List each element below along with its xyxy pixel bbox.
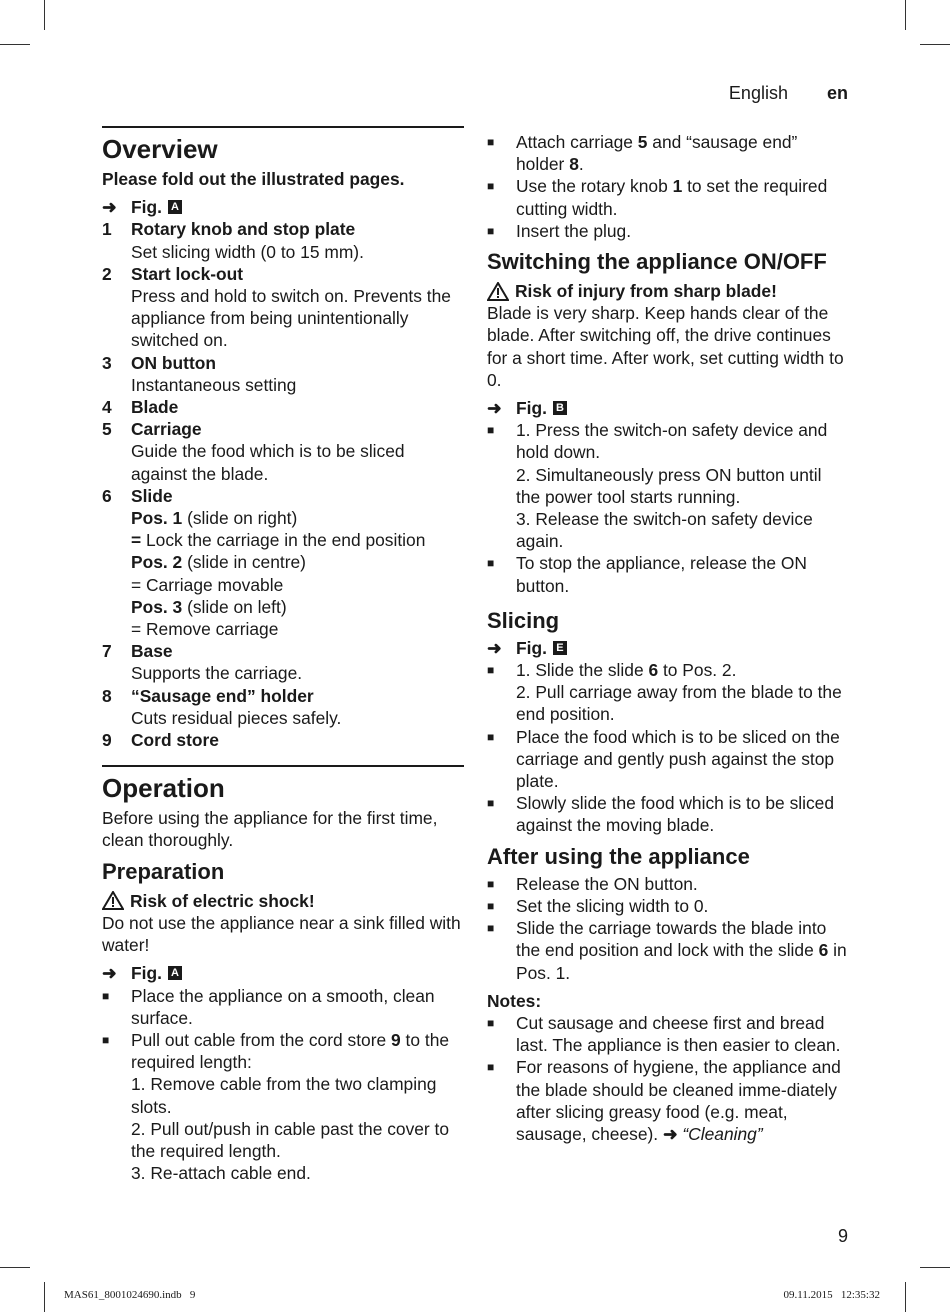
item-description: Instantaneous setting: [131, 374, 297, 395]
bullet-text: Place the food which is to be sliced on the carriage and gently push against the stop plate.: [516, 726, 840, 792]
effect-text: Carriage movable: [141, 574, 284, 595]
equals-sign: =: [131, 619, 142, 640]
position-effect: [131, 618, 425, 640]
list-item: [487, 917, 849, 984]
item-description: Guide the food which is to be sliced against the blade.: [131, 441, 405, 484]
item-description: Cuts residual pieces safely.: [131, 707, 342, 728]
bullet-text: Cut sausage and cheese first and bread last. The appliance is then easier to clean.: [516, 1012, 841, 1056]
fig-reference: [487, 397, 849, 419]
item-number: 2: [102, 263, 112, 284]
arrow-right-icon: ➜: [487, 398, 502, 419]
item-title: “Sausage end” holder: [131, 685, 314, 706]
list-item: [487, 873, 849, 895]
bullet-text: Set the slicing width to 0.: [516, 895, 709, 916]
step: 2. Pull out/push in cable past the cover to the required length.: [131, 1118, 450, 1161]
slide-position: [131, 551, 425, 573]
list-item: [487, 1056, 849, 1145]
item-title: ON button: [131, 352, 216, 373]
warning-title: Risk of electric shock!: [130, 890, 315, 911]
bullet-text: To stop the appliance, release the ON button.: [516, 553, 807, 596]
crop-mark: [905, 1282, 906, 1312]
list-item: [102, 485, 464, 640]
warning-triangle-icon: [102, 891, 124, 910]
bullet-text: and “sausage end” holder: [516, 132, 798, 175]
crop-mark: [0, 44, 30, 45]
bullet-square-icon: ■: [102, 988, 110, 1003]
item-number: 3: [102, 352, 112, 373]
crop-mark: [920, 1267, 950, 1268]
item-title: Start lock-out: [131, 263, 244, 284]
language-label: English: [728, 83, 788, 103]
item-number: 6: [648, 660, 659, 681]
warning-triangle-icon: [487, 282, 509, 301]
fig-letter-box: B: [553, 401, 567, 415]
arrow-right-icon: ➜: [102, 197, 117, 218]
item-number: 5: [102, 419, 112, 440]
bullet-text: Place the appliance on a smooth, clean surface.: [131, 985, 435, 1028]
right-column: [487, 131, 849, 1145]
overview-list: [102, 218, 464, 751]
list-item: [487, 792, 849, 836]
item-number: 8: [569, 154, 579, 175]
equals-sign: =: [131, 530, 142, 551]
step: 3. Re-attach cable end.: [131, 1163, 311, 1184]
list-item: [102, 218, 464, 262]
warning-text: Blade is very sharp. Keep hands clear of the blade. After switching off, the drive continues for a short time. After work, set cutting width to 0.: [487, 303, 844, 390]
fig-reference: [102, 962, 464, 984]
list-item: [102, 1029, 464, 1184]
bullet-square-icon: ■: [487, 876, 495, 891]
footer-datetime: 09.11.2015 12:35:32: [783, 1289, 880, 1301]
item-title: Base: [131, 641, 173, 662]
crop-mark: [905, 0, 906, 30]
fig-letter-box: A: [168, 966, 182, 980]
list-item: [487, 895, 849, 917]
after-use-heading: After using the appliance: [487, 843, 750, 869]
bullet-square-icon: ■: [487, 663, 495, 678]
fig-label: Fig.: [131, 197, 162, 218]
bullet-text: Use the rotary knob: [516, 176, 673, 197]
bullet-text: Insert the plug.: [516, 220, 632, 241]
language-code: en: [826, 83, 848, 103]
crop-mark: [0, 1267, 30, 1268]
item-description: Supports the carriage.: [131, 663, 303, 684]
footer-file: MAS61_8001024690.indb 9: [64, 1289, 196, 1301]
bullet-text: in Pos. 1.: [516, 940, 847, 983]
step: 2. Simultaneously press ON button until the power tool starts running.: [516, 464, 822, 507]
item-title: Rotary knob and stop plate: [131, 219, 356, 240]
bullet-text: Release the ON button.: [516, 873, 698, 894]
bullet-text: Slowly slide the food which is to be sliced against the moving blade.: [516, 793, 835, 836]
bullet-square-icon: ■: [487, 423, 495, 438]
equals-sign: =: [131, 574, 142, 595]
list-item: [102, 418, 464, 485]
list-item: [487, 1012, 849, 1056]
bullet-text: 1. Slide the slide: [516, 660, 649, 681]
bullet-text: to the required length:: [131, 1029, 450, 1073]
item-number: 5: [637, 132, 648, 152]
effect-text: Lock the carriage in the end position: [141, 530, 426, 551]
warning-title: Risk of injury from sharp blade!: [515, 281, 777, 302]
bullet-square-icon: ■: [487, 223, 495, 238]
item-number: 1: [672, 176, 683, 197]
bullet-square-icon: ■: [487, 135, 495, 149]
page-number: 9: [837, 1226, 848, 1246]
position-label: Pos. 1: [131, 508, 183, 529]
item-description: Set slicing width (0 to 15 mm).: [131, 241, 364, 262]
item-number: 9: [391, 1029, 401, 1050]
item-number: 1: [102, 219, 112, 240]
list-item: [102, 640, 464, 684]
position-effect: [131, 574, 425, 596]
item-number: 6: [818, 940, 829, 961]
bullet-text: For reasons of hygiene, the appliance and the blade should be cleaned imme-diately after slicing greasy food (e.g. meat, sausage, cheese).: [516, 1057, 841, 1144]
list-item: [487, 220, 849, 242]
list-item: [487, 131, 849, 175]
left-column: [102, 126, 464, 1184]
position-desc: (slide on left): [182, 596, 287, 617]
arrow-right-icon: ➜: [487, 637, 502, 658]
warning-text: Do not use the appliance near a sink filled with water!: [102, 912, 461, 956]
bullet-square-icon: ■: [487, 1060, 495, 1075]
list-item: [102, 352, 464, 396]
step: 2. Pull carriage away from the blade to the end position.: [516, 682, 842, 725]
bullet-text: to Pos. 2.: [658, 660, 737, 681]
position-desc: (slide on right): [182, 508, 298, 529]
bullet-text: to set the required cutting width.: [516, 176, 828, 219]
bullet-text: Attach carriage: [516, 132, 638, 152]
bullet-square-icon: ■: [487, 179, 495, 194]
arrow-right-icon: ➜: [662, 1123, 678, 1144]
list-item: [102, 729, 464, 751]
slicing-heading: Slicing: [487, 607, 560, 633]
bullet-square-icon: ■: [487, 898, 495, 913]
arrow-right-icon: ➜: [102, 963, 117, 984]
step: 1. Remove cable from the two clamping slots.: [131, 1074, 437, 1117]
bullet-square-icon: ■: [487, 796, 495, 811]
effect-text: Remove carriage: [141, 619, 279, 640]
item-title: Carriage: [131, 419, 202, 440]
position-desc: (slide in centre): [182, 552, 306, 573]
list-item: [102, 685, 464, 729]
crop-mark: [920, 44, 950, 45]
list-item: [102, 396, 464, 418]
bullet-text: Pull out cable from the cord store: [131, 1029, 392, 1050]
overview-heading: Overview: [102, 134, 218, 164]
fig-reference: [487, 637, 849, 659]
list-item: [102, 985, 464, 1029]
switching-heading: Switching the appliance ON/OFF: [487, 249, 827, 275]
item-number: 9: [102, 730, 112, 751]
step: 3. Release the switch-on safety device again.: [516, 509, 813, 552]
operation-heading: Operation: [102, 773, 225, 804]
bullet-square-icon: ■: [487, 921, 495, 936]
fig-letter-box: E: [553, 641, 567, 655]
fig-label: Fig.: [516, 398, 547, 419]
crop-mark: [44, 0, 45, 30]
cross-reference: “Cleaning”: [682, 1123, 763, 1144]
step: 1. Press the switch-on safety device and hold down.: [516, 420, 828, 463]
list-item: [487, 659, 849, 726]
list-item: [487, 726, 849, 793]
fig-letter-box: A: [168, 200, 182, 214]
notes-heading: Notes:: [487, 990, 542, 1011]
fig-label: Fig.: [516, 637, 547, 658]
fold-note: Please fold out the illustrated pages.: [102, 169, 405, 189]
bullet-text: Slide the carriage towards the blade into the end position and lock with the slide: [516, 918, 827, 961]
list-item: [102, 263, 464, 352]
bullet-square-icon: ■: [487, 556, 495, 571]
position-effect: [131, 529, 425, 551]
item-title: Blade: [131, 397, 179, 418]
list-item: [487, 552, 849, 596]
item-description: Press and hold to switch on. Prevents the appliance from being unintentionally switched on.: [131, 286, 451, 351]
bullet-square-icon: ■: [102, 1032, 110, 1047]
slide-position: [131, 507, 425, 529]
item-number: 6: [102, 485, 112, 506]
bullet-square-icon: ■: [487, 729, 495, 744]
bullet-square-icon: ■: [487, 1015, 495, 1030]
position-label: Pos. 2: [131, 552, 183, 573]
list-item: [487, 175, 849, 219]
item-number: 4: [102, 397, 112, 418]
page-header: [729, 83, 848, 104]
warning: [487, 280, 849, 302]
list-item: [487, 419, 849, 552]
bullet-text: .: [578, 154, 584, 175]
position-label: Pos. 3: [131, 596, 183, 617]
fig-reference: [102, 196, 464, 218]
fig-label: Fig.: [131, 963, 162, 984]
warning: [102, 890, 464, 912]
preparation-heading: Preparation: [102, 858, 225, 884]
operation-intro: Before using the appliance for the first time, clean thoroughly.: [102, 808, 438, 851]
item-number: 7: [102, 641, 112, 662]
item-title: Cord store: [131, 730, 219, 751]
item-number: 8: [102, 685, 112, 706]
slide-position: [131, 596, 425, 618]
crop-mark: [44, 1282, 45, 1312]
item-title: Slide: [131, 485, 173, 506]
